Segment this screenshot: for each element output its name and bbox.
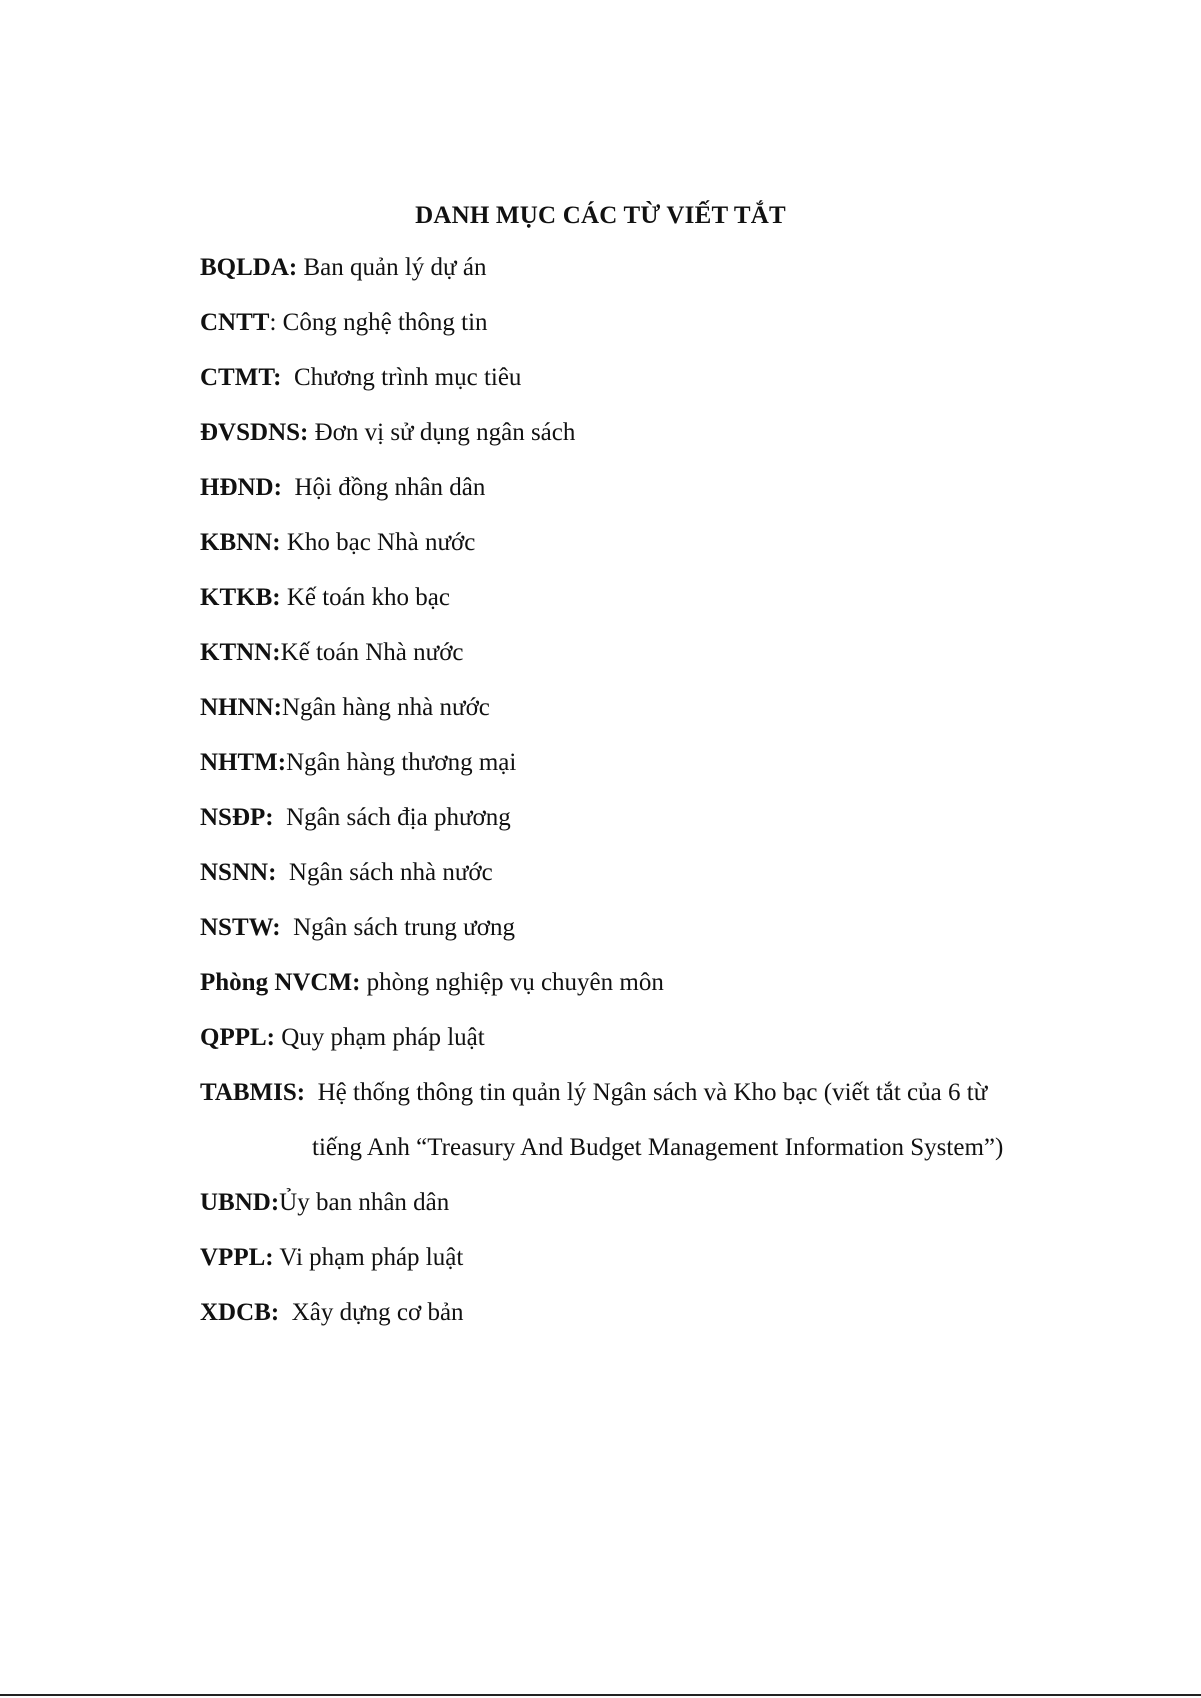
abbreviation-list (200, 252, 1060, 1352)
separator (281, 364, 294, 391)
abbreviation-term: NSĐP: (200, 804, 274, 831)
page-bottom-rule (0, 1694, 1201, 1696)
abbreviation-meaning: Chương trình mục tiêu (293, 364, 522, 391)
abbreviation-entry-nsdp (200, 802, 1060, 834)
abbreviation-term: NHTM: (200, 749, 287, 776)
abbreviation-entry-nstw (200, 912, 1060, 944)
abbreviation-meaning: Ngân sách nhà nước (288, 859, 493, 886)
abbreviation-entry-hdnd (200, 472, 1060, 504)
separator: : (269, 309, 283, 336)
abbreviation-meaning: Công nghệ thông tin (282, 309, 488, 336)
abbreviation-meaning: Ngân sách trung ương (293, 914, 515, 941)
abbreviation-entry-nsnn (200, 857, 1060, 889)
abbreviation-meaning: Quy phạm pháp luật (281, 1024, 485, 1051)
abbreviation-meaning: Kho bạc Nhà nước (286, 529, 476, 556)
separator (282, 474, 295, 501)
abbreviation-term: CTMT: (200, 364, 282, 391)
separator (279, 1299, 292, 1326)
abbreviation-meaning: Đơn vị sử dụng ngân sách (314, 419, 576, 446)
abbreviation-term: CNTT (200, 309, 270, 336)
abbreviation-term: XDCB: (200, 1299, 280, 1326)
abbreviation-meaning: Ủy ban nhân dân (279, 1189, 450, 1216)
abbreviation-entry-bqlda (200, 252, 1060, 284)
separator (274, 804, 287, 831)
abbreviation-entry-ktkb (200, 582, 1060, 614)
abbreviation-meaning-continuation: tiếng Anh “Treasury And Budget Management Information System”) (312, 1134, 1004, 1161)
abbreviation-term: KBNN: (200, 529, 281, 556)
separator (305, 1079, 318, 1106)
abbreviation-meaning: phòng nghiệp vụ chuyên môn (366, 969, 664, 996)
abbreviation-term: UBND: (200, 1189, 280, 1216)
abbreviation-term: BQLDA: (200, 254, 298, 281)
abbreviation-entry-qppl (200, 1022, 1060, 1054)
abbreviation-term: ĐVSDNS: (200, 419, 309, 446)
abbreviation-entry-ctmt (200, 362, 1060, 394)
abbreviation-term: VPPL: (200, 1244, 274, 1271)
abbreviation-term: KTNN: (200, 639, 281, 666)
abbreviation-meaning: Vi phạm pháp luật (279, 1244, 464, 1271)
abbreviation-meaning: Kế toán Nhà nước (280, 639, 464, 666)
abbreviation-meaning: Ngân hàng nhà nước (281, 694, 490, 721)
abbreviation-entry-nhtm (200, 747, 1060, 779)
abbreviation-entry-vppl (200, 1242, 1060, 1274)
abbreviation-meaning: Hội đồng nhân dân (294, 474, 486, 501)
abbreviation-meaning: Xây dựng cơ bản (291, 1299, 464, 1326)
abbreviation-meaning: Ngân sách địa phương (286, 804, 511, 831)
abbreviation-entry-dvsdns (200, 417, 1060, 449)
abbreviation-meaning: Ngân hàng thương mại (286, 749, 517, 776)
abbreviation-entry-ubnd (200, 1187, 1060, 1219)
abbreviation-term: KTKB: (200, 584, 281, 611)
abbreviation-term: HĐND: (200, 474, 282, 501)
abbreviation-entry-kbnn (200, 527, 1060, 559)
abbreviation-meaning: Kế toán kho bạc (286, 584, 450, 611)
abbreviation-entry-xdcb (200, 1297, 1060, 1329)
abbreviation-term: Phòng NVCM: (200, 969, 361, 996)
abbreviation-term: NHNN: (200, 694, 282, 721)
separator (276, 859, 289, 886)
abbreviation-meaning: Ban quản lý dự án (303, 254, 487, 281)
abbreviation-term: NSNN: (200, 859, 277, 886)
abbreviation-entry-phong-nvcm (200, 967, 1060, 999)
separator (281, 914, 294, 941)
page-title: DANH MỤC CÁC TỪ VIẾT TẮT (415, 202, 786, 229)
abbreviation-term: TABMIS: (200, 1079, 306, 1106)
abbreviation-entry-nhnn (200, 692, 1060, 724)
abbreviation-entry-cntt (200, 307, 1060, 339)
abbreviation-term: NSTW: (200, 914, 281, 941)
abbreviation-entry-ktnn (200, 637, 1060, 669)
abbreviation-meaning: Hệ thống thông tin quản lý Ngân sách và Kho bạc (viết tắt của 6 từ (317, 1079, 988, 1106)
abbreviation-term: QPPL: (200, 1024, 275, 1051)
abbreviation-entry-tabmis (200, 1077, 1060, 1164)
